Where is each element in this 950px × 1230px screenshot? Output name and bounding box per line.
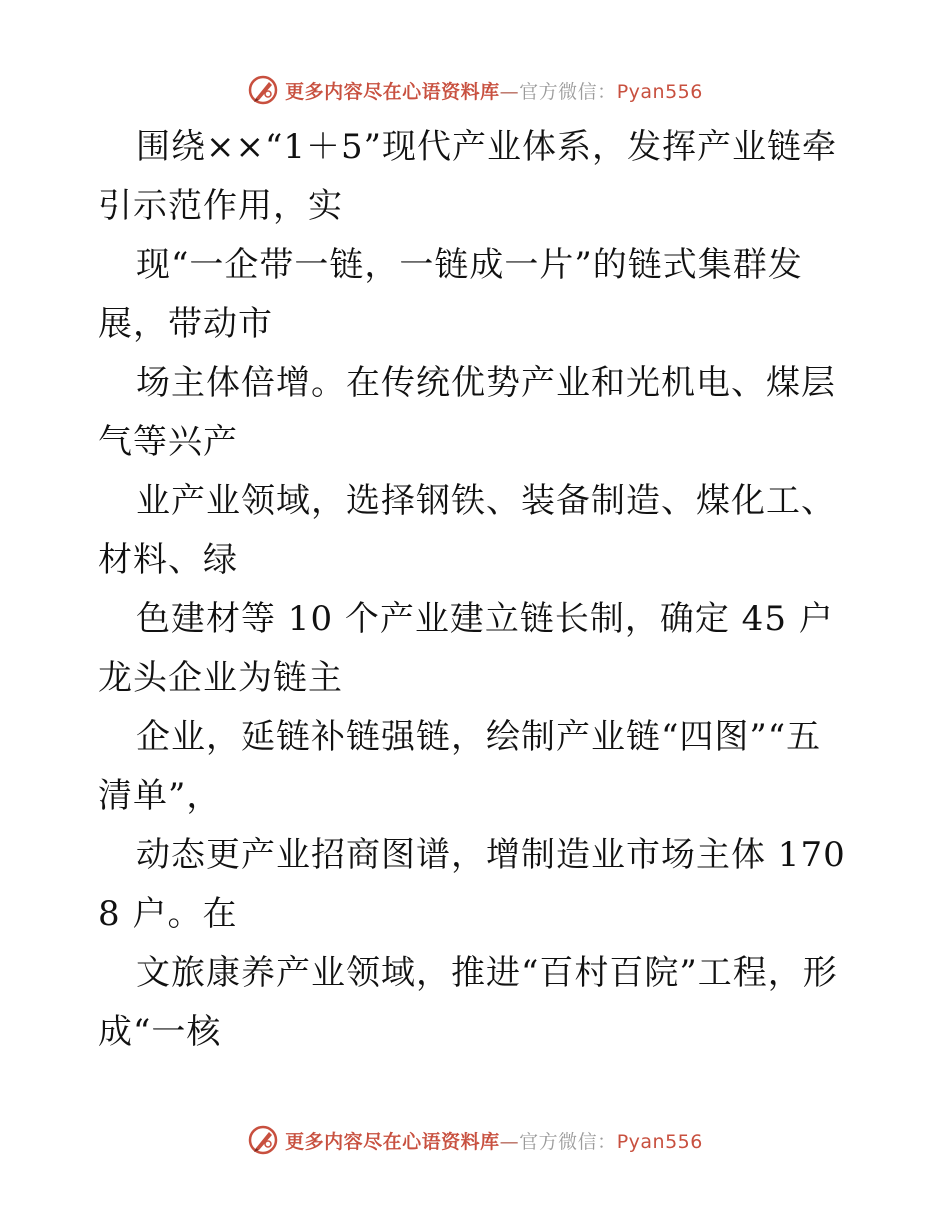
watermark-brand: 更多内容尽在心语资料库 [285,1130,500,1153]
header-watermark [0,70,950,110]
pen-quill-icon [247,74,279,106]
watermark-dash: — [499,80,520,103]
paragraph: 围绕××“1＋5”现代产业体系，发挥产业链牵引示范作用，实 [98,127,838,226]
watermark-brand: 更多内容尽在心语资料库 [285,80,500,103]
paragraph: 动态更产业招商图谱，增制造业市场主体 1708 户。在 [98,835,846,934]
watermark-group [247,1124,703,1156]
paragraph: 色建材等 10 个产业建立链长制，确定 45 户龙头企业为链主 [98,599,834,698]
watermark-dash: — [499,1130,520,1153]
paragraph: 现“一企带一链，一链成一片”的链式集群发展，带动市 [98,245,803,344]
watermark-id: Pyan556 [616,80,703,103]
footer-watermark [0,1120,950,1160]
paragraph: 企业，延链补链强链，绘制产业链“四图”“五清单”， [98,717,822,816]
paragraph: 文旅康养产业领域，推进“百村百院”工程，形成“一核 [98,953,838,1052]
watermark-label: 官方微信： [519,80,617,103]
document-body [98,118,853,1062]
paragraph: 场主体倍增。在传统优势产业和光机电、煤层气等兴产 [98,363,836,462]
watermark-label: 官方微信： [519,1130,617,1153]
watermark-group [247,74,703,106]
pen-quill-icon [247,1124,279,1156]
watermark-id: Pyan556 [616,1130,703,1153]
paragraph: 业产业领域，选择钢铁、装备制造、煤化工、材料、绿 [98,481,836,580]
